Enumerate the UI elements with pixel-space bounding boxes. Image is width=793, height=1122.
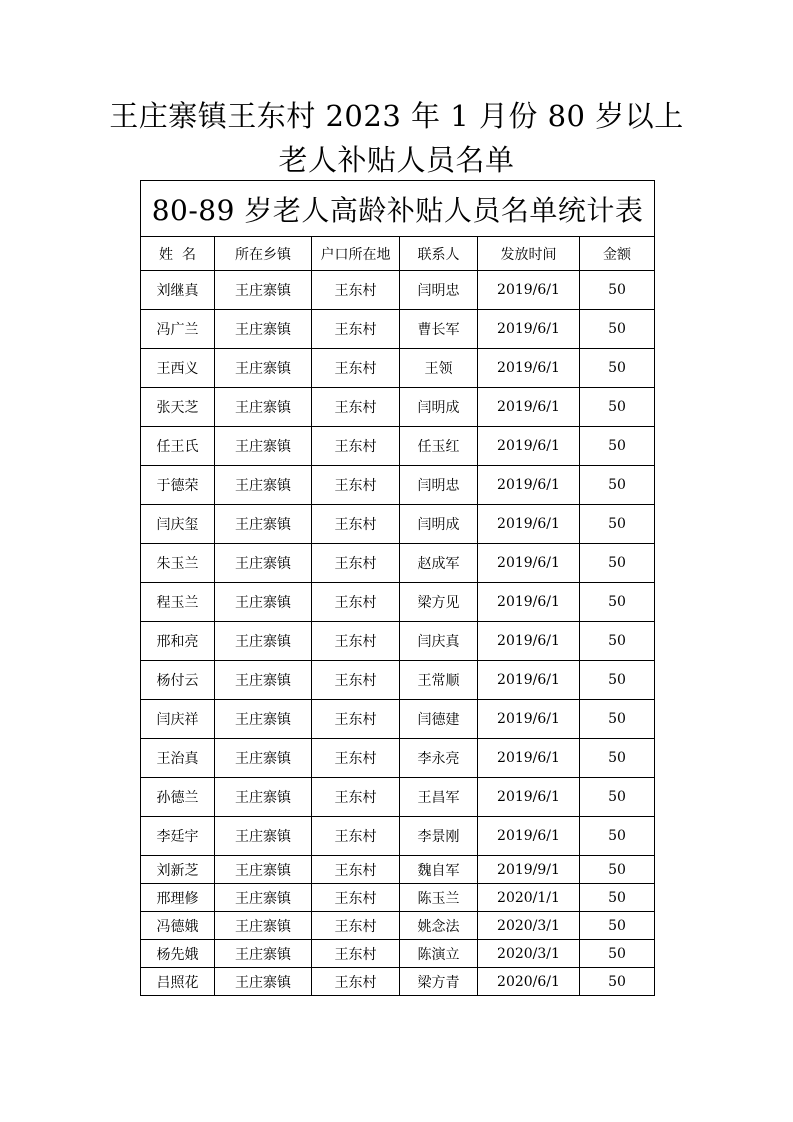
- contact-cell: 赵成军: [400, 544, 478, 583]
- amount-cell: 50: [580, 912, 655, 940]
- contact-cell: 闫庆真: [400, 622, 478, 661]
- contact-cell: 李永亮: [400, 739, 478, 778]
- date-cell: 2019/9/1: [478, 856, 580, 884]
- contact-cell: 闫德建: [400, 700, 478, 739]
- township-cell: 王庄寨镇: [215, 622, 312, 661]
- table-row: [141, 700, 655, 739]
- date-cell: 2019/6/1: [478, 583, 580, 622]
- residence-cell: 王东村: [312, 968, 400, 996]
- table-caption-row: [141, 181, 655, 237]
- residence-cell: 王东村: [312, 661, 400, 700]
- township-cell: 王庄寨镇: [215, 661, 312, 700]
- amount-cell: 50: [580, 884, 655, 912]
- name-cell: 邢理修: [141, 884, 215, 912]
- name-cell: 冯德娥: [141, 912, 215, 940]
- amount-cell: 50: [580, 778, 655, 817]
- township-cell: 王庄寨镇: [215, 778, 312, 817]
- residence-cell: 王东村: [312, 271, 400, 310]
- residence-cell: 王东村: [312, 310, 400, 349]
- table-row: [141, 583, 655, 622]
- township-cell: 王庄寨镇: [215, 856, 312, 884]
- residence-cell: 王东村: [312, 884, 400, 912]
- contact-cell: 闫明忠: [400, 271, 478, 310]
- name-cell: 王治真: [141, 739, 215, 778]
- header-payment-date: 发放时间: [478, 237, 580, 271]
- table-row: [141, 856, 655, 884]
- name-cell: 任王氏: [141, 427, 215, 466]
- table-body: [141, 271, 655, 996]
- name-cell: 冯广兰: [141, 310, 215, 349]
- residence-cell: 王东村: [312, 583, 400, 622]
- amount-cell: 50: [580, 271, 655, 310]
- date-cell: 2019/6/1: [478, 778, 580, 817]
- township-cell: 王庄寨镇: [215, 739, 312, 778]
- contact-cell: 陈演立: [400, 940, 478, 968]
- amount-cell: 50: [580, 583, 655, 622]
- amount-cell: 50: [580, 388, 655, 427]
- date-cell: 2020/3/1: [478, 912, 580, 940]
- table-row: [141, 968, 655, 996]
- amount-cell: 50: [580, 544, 655, 583]
- header-amount: 金额: [580, 237, 655, 271]
- amount-cell: 50: [580, 700, 655, 739]
- amount-cell: 50: [580, 968, 655, 996]
- date-cell: 2019/6/1: [478, 622, 580, 661]
- residence-cell: 王东村: [312, 505, 400, 544]
- amount-cell: 50: [580, 427, 655, 466]
- table-row: [141, 310, 655, 349]
- table-row: [141, 912, 655, 940]
- township-cell: 王庄寨镇: [215, 912, 312, 940]
- name-cell: 程玉兰: [141, 583, 215, 622]
- township-cell: 王庄寨镇: [215, 940, 312, 968]
- amount-cell: 50: [580, 505, 655, 544]
- table-row: [141, 739, 655, 778]
- contact-cell: 闫明成: [400, 505, 478, 544]
- table-row: [141, 271, 655, 310]
- name-cell: 杨付云: [141, 661, 215, 700]
- amount-cell: 50: [580, 817, 655, 856]
- table-row: [141, 427, 655, 466]
- contact-cell: 闫明忠: [400, 466, 478, 505]
- amount-cell: 50: [580, 856, 655, 884]
- contact-cell: 魏自军: [400, 856, 478, 884]
- date-cell: 2020/1/1: [478, 884, 580, 912]
- date-cell: 2019/6/1: [478, 388, 580, 427]
- name-cell: 闫庆祥: [141, 700, 215, 739]
- residence-cell: 王东村: [312, 544, 400, 583]
- amount-cell: 50: [580, 661, 655, 700]
- township-cell: 王庄寨镇: [215, 310, 312, 349]
- table-header-row: [141, 237, 655, 271]
- contact-cell: 王领: [400, 349, 478, 388]
- contact-cell: 王常顺: [400, 661, 478, 700]
- residence-cell: 王东村: [312, 700, 400, 739]
- document-title-line-2: 老人补贴人员名单: [278, 143, 515, 177]
- township-cell: 王庄寨镇: [215, 544, 312, 583]
- date-cell: 2019/6/1: [478, 310, 580, 349]
- table-row: [141, 778, 655, 817]
- header-contact-person: 联系人: [400, 237, 478, 271]
- name-cell: 刘新芝: [141, 856, 215, 884]
- township-cell: 王庄寨镇: [215, 271, 312, 310]
- contact-cell: 闫明成: [400, 388, 478, 427]
- residence-cell: 王东村: [312, 427, 400, 466]
- residence-cell: 王东村: [312, 388, 400, 427]
- residence-cell: 王东村: [312, 940, 400, 968]
- township-cell: 王庄寨镇: [215, 427, 312, 466]
- residence-cell: 王东村: [312, 739, 400, 778]
- table-row: [141, 349, 655, 388]
- name-cell: 李廷宇: [141, 817, 215, 856]
- name-cell: 闫庆玺: [141, 505, 215, 544]
- table-row: [141, 505, 655, 544]
- date-cell: 2019/6/1: [478, 739, 580, 778]
- residence-cell: 王东村: [312, 778, 400, 817]
- amount-cell: 50: [580, 622, 655, 661]
- table-row: [141, 622, 655, 661]
- contact-cell: 李景刚: [400, 817, 478, 856]
- amount-cell: 50: [580, 349, 655, 388]
- table-row: [141, 466, 655, 505]
- name-cell: 杨先娥: [141, 940, 215, 968]
- name-cell: 朱玉兰: [141, 544, 215, 583]
- contact-cell: 陈玉兰: [400, 884, 478, 912]
- amount-cell: 50: [580, 940, 655, 968]
- residence-cell: 王东村: [312, 856, 400, 884]
- name-cell: 邢和亮: [141, 622, 215, 661]
- contact-cell: 曹长军: [400, 310, 478, 349]
- date-cell: 2020/6/1: [478, 968, 580, 996]
- township-cell: 王庄寨镇: [215, 700, 312, 739]
- residence-cell: 王东村: [312, 912, 400, 940]
- table-row: [141, 388, 655, 427]
- subsidy-table: [140, 180, 655, 996]
- header-township: 所在乡镇: [215, 237, 312, 271]
- header-registered-residence: 户口所在地: [312, 237, 400, 271]
- residence-cell: 王东村: [312, 622, 400, 661]
- name-cell: 刘继真: [141, 271, 215, 310]
- date-cell: 2019/6/1: [478, 349, 580, 388]
- date-cell: 2019/6/1: [478, 661, 580, 700]
- date-cell: 2019/6/1: [478, 700, 580, 739]
- table-row: [141, 884, 655, 912]
- date-cell: 2020/3/1: [478, 940, 580, 968]
- name-cell: 王西义: [141, 349, 215, 388]
- township-cell: 王庄寨镇: [215, 388, 312, 427]
- contact-cell: 梁方青: [400, 968, 478, 996]
- date-cell: 2019/6/1: [478, 505, 580, 544]
- name-cell: 孙德兰: [141, 778, 215, 817]
- table-row: [141, 940, 655, 968]
- document-title-line-1: 王庄寨镇王东村 2023 年 1 月份 80 岁以上: [109, 99, 684, 133]
- amount-cell: 50: [580, 466, 655, 505]
- amount-cell: 50: [580, 310, 655, 349]
- contact-cell: 王昌军: [400, 778, 478, 817]
- date-cell: 2019/6/1: [478, 817, 580, 856]
- residence-cell: 王东村: [312, 349, 400, 388]
- township-cell: 王庄寨镇: [215, 968, 312, 996]
- table-caption: 80-89 岁老人高龄补贴人员名单统计表: [141, 181, 655, 237]
- township-cell: 王庄寨镇: [215, 349, 312, 388]
- residence-cell: 王东村: [312, 817, 400, 856]
- contact-cell: 姚念法: [400, 912, 478, 940]
- township-cell: 王庄寨镇: [215, 583, 312, 622]
- township-cell: 王庄寨镇: [215, 817, 312, 856]
- date-cell: 2019/6/1: [478, 427, 580, 466]
- contact-cell: 任玉红: [400, 427, 478, 466]
- amount-cell: 50: [580, 739, 655, 778]
- date-cell: 2019/6/1: [478, 544, 580, 583]
- date-cell: 2019/6/1: [478, 271, 580, 310]
- date-cell: 2019/6/1: [478, 466, 580, 505]
- table-row: [141, 661, 655, 700]
- contact-cell: 梁方见: [400, 583, 478, 622]
- name-cell: 于德荣: [141, 466, 215, 505]
- header-name: 姓 名: [141, 237, 215, 271]
- name-cell: 吕照花: [141, 968, 215, 996]
- township-cell: 王庄寨镇: [215, 505, 312, 544]
- residence-cell: 王东村: [312, 466, 400, 505]
- table-row: [141, 544, 655, 583]
- name-cell: 张天芝: [141, 388, 215, 427]
- township-cell: 王庄寨镇: [215, 884, 312, 912]
- township-cell: 王庄寨镇: [215, 466, 312, 505]
- table-row: [141, 817, 655, 856]
